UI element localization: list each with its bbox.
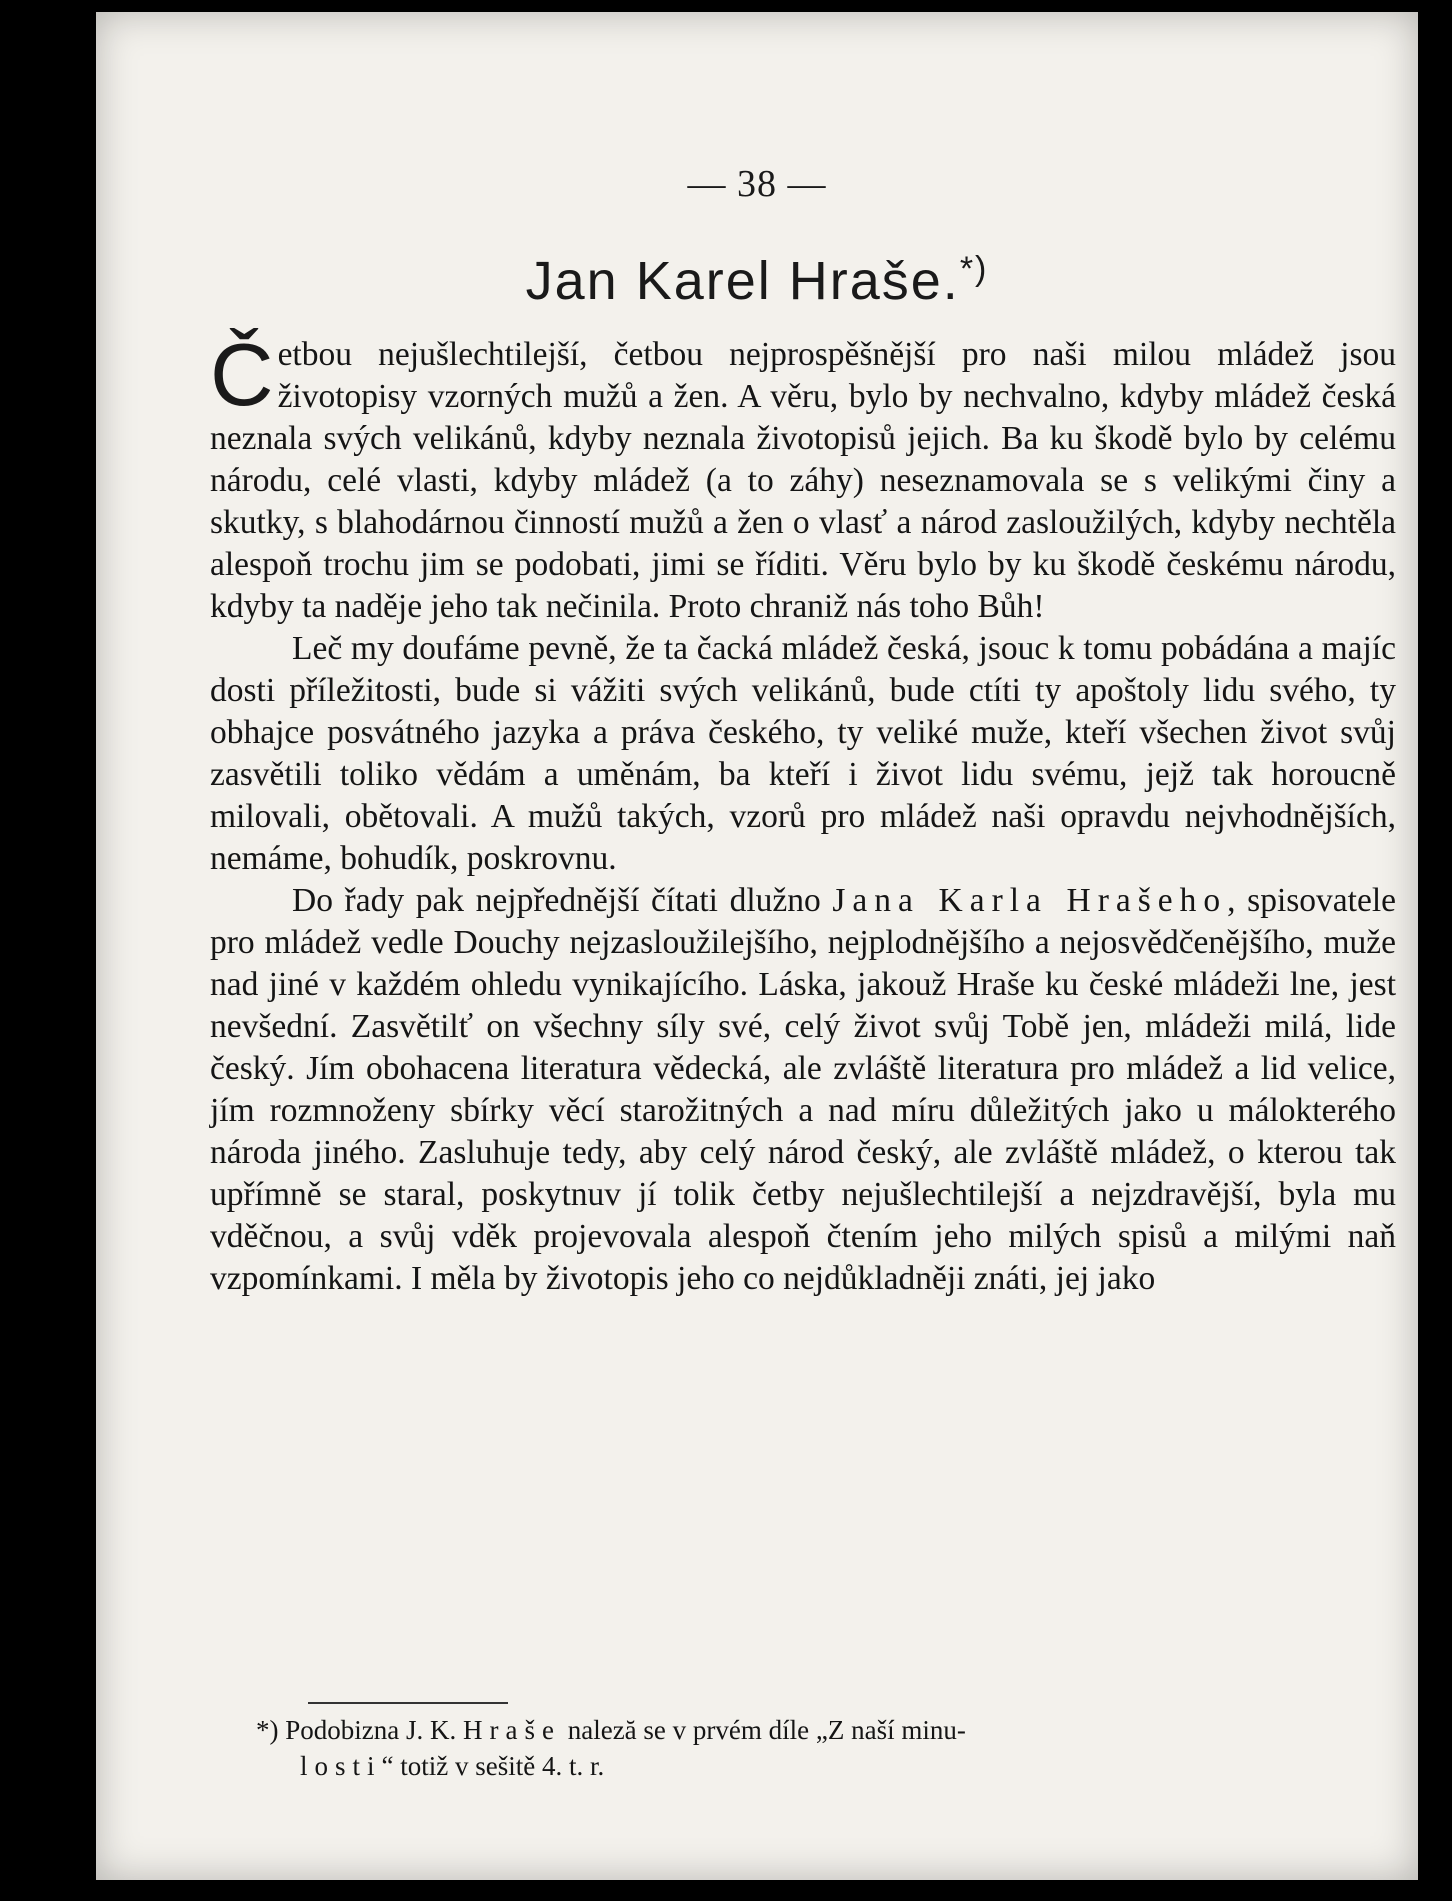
footnote-line-1 [210, 1712, 1396, 1748]
paragraph-2: Leč my doufáme pevně, že ta čacká mládež česká, jsouc k tomu pobádána a majíc dosti příležitosti, bude si vážiti svých velikánů, bude ctíti ty apoštoly lidu svého, ty obhajce posvátného jazyka a práva českého, ty veliké muže, kteří všechen život svůj zasvětili toliko vědám a uměnám, ba kteří i život lidu svému, jejž tak horoucně milovali, obětovali. A mužů takých, vzorů pro mládež naši opravdu nejvhodnějších, nemáme, bohudík, poskrovnu. [210, 630, 1396, 877]
footnote-reference-mark: *) [959, 250, 989, 288]
chapter-title-text: Jan Karel Hraše. [525, 251, 960, 311]
paragraph-3-text-after: , spisovatele pro mládež vedle Douchy nejzasloužilejšího, nejplodnějšího a nejosvědčenějšího, muže nad jiné v každém ohledu vynikajícího. Láska, jakouž Hraše ku české mládeži lne, jest nevšední. Zasvětilť on všechny síly své, celý život svůj Tobě jen, mládeži milá, lide český. Jím obohacena literatura vědecká, ale zvláště literatura pro mládež a lid velice, jím rozmnoženy sbírky věcí starožitných a nad míru důležitých jako u málokterého národa jiného. Zasluhuje tedy, aby celý národ český, ale zvláště mládež, o kterou tak upřímně se staral, poskytnuv jí tolik četby nejušlechtilejší a nejzdravější, byla mu vděčnou, a svůj vděk projevovala alespoň čtením jeho milých spisů a milými naň vzpomínkami. I měla by životopis jeho co nejdůkladněji znáti, jej jako [210, 882, 1397, 1297]
footnote-text-after: “ totiž v sešitě 4. t. r. [381, 1751, 605, 1781]
author-name-spaced: Jana Karla Hraše [832, 882, 1180, 919]
footnote-spaced-name: Hraše [463, 1715, 561, 1745]
footnote-spaced-word: losti [300, 1751, 382, 1781]
chapter-title [96, 250, 1418, 312]
footnote-mark: *) [256, 1715, 279, 1745]
paragraph-1-text: etbou nejušlechtilejší, četbou nejprospěšnější pro naši milou mládež jsou životopisy vzorných mužů a žen. A věru, bylo by nechvalno, kdyby mládež česká neznala svých velikánů, kdyby neznala životopisů jejich. Ba ku škodě bylo by celému národu, celé vlasti, kdyby mládež (a to záhy) neseznamovala se s velikými činy a skutky, s blahodárnou činností mužů a žen o vlasť a národ zasloužilých, kdyby nechtěla alespoň trochu jim se podobati, jimi se říditi. Věru bylo by ku škodě českému národu, kdyby ta naděje jeho tak nečinila. Proto chraniž nás toho Bůh! [210, 336, 1396, 625]
paragraph-3 [210, 880, 1396, 1300]
scan-border [1418, 0, 1452, 1901]
paragraph-3-text-before: Do řady pak nejpřednější čítati dlužno [292, 882, 821, 919]
body-text [210, 325, 1397, 1300]
footnote-text-middle: naleză se v prvém díle „Z naší minu- [567, 1715, 966, 1745]
author-name-suffix: ho [1179, 882, 1228, 919]
footnote [210, 1712, 1396, 1784]
footnote-text-before: Podobizna J. K. [285, 1715, 457, 1745]
page-number: — 38 — [687, 163, 827, 205]
footnote-line-2 [210, 1748, 1396, 1784]
paragraph-1 [210, 325, 1396, 628]
drop-cap-letter: Č [210, 325, 274, 424]
book-page [96, 12, 1418, 1880]
footnote-divider [308, 1702, 508, 1704]
